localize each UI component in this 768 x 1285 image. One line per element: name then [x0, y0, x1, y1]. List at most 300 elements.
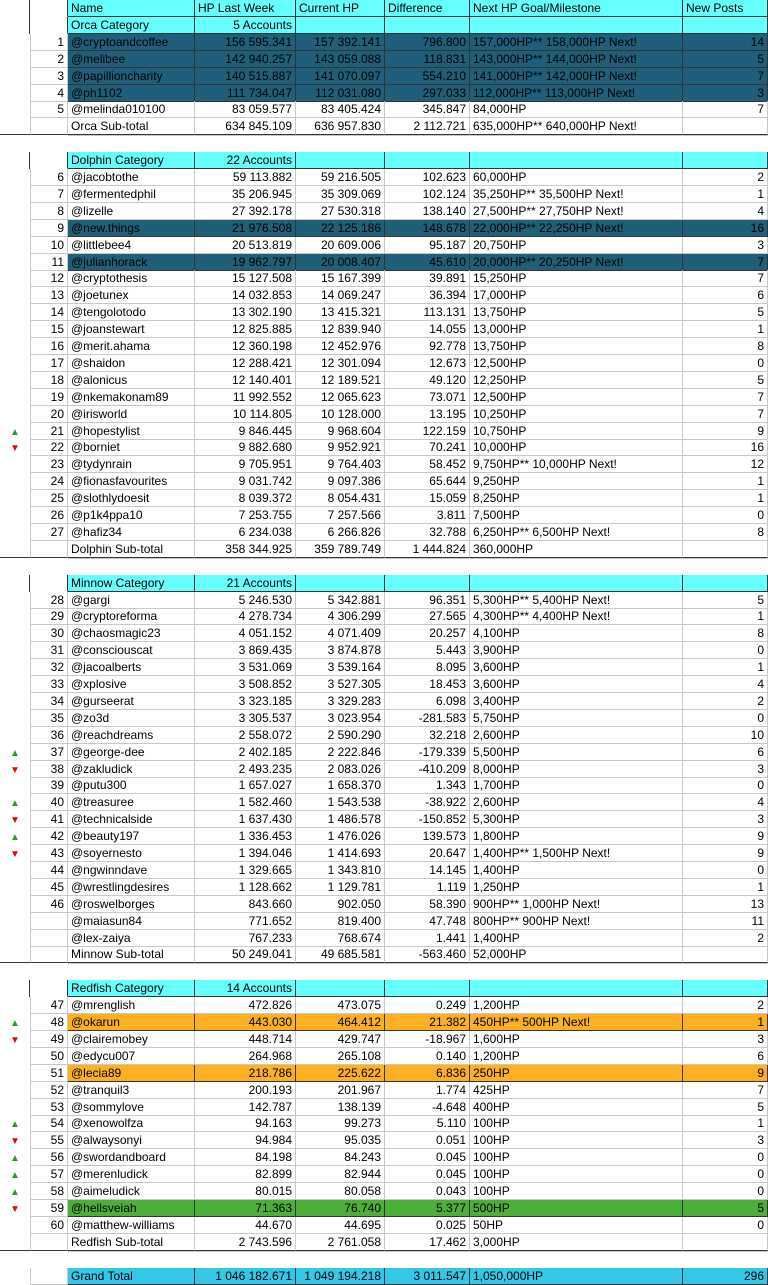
goal-cell[interactable]: 12,500HP	[470, 355, 683, 372]
hp-last-week-cell[interactable]: 5 246.530	[195, 592, 296, 609]
difference-cell[interactable]: 139.573	[385, 828, 470, 845]
category-count[interactable]: 14 Accounts	[195, 980, 296, 997]
hp-last-week-cell[interactable]: 9 031.742	[195, 473, 296, 490]
account-name-cell[interactable]: @roswelborges	[68, 896, 195, 913]
current-hp-cell[interactable]: 80.058	[296, 1183, 385, 1200]
new-posts-cell[interactable]: 1	[683, 608, 768, 625]
difference-cell[interactable]: 36.394	[385, 287, 470, 304]
row-number-cell[interactable]	[30, 0, 68, 17]
current-hp-cell[interactable]: 3 329.283	[296, 693, 385, 710]
account-name-cell[interactable]: @reachdreams	[68, 727, 195, 744]
new-posts-cell[interactable]: 296	[683, 1268, 768, 1285]
hp-last-week-cell[interactable]: 3 305.537	[195, 710, 296, 727]
goal-cell[interactable]: 3,600HP	[470, 676, 683, 693]
goal-cell[interactable]: 5,750HP	[470, 710, 683, 727]
difference-cell[interactable]: 20.647	[385, 845, 470, 862]
account-name-cell[interactable]: @beauty197	[68, 828, 195, 845]
row-number-cell[interactable]: 26	[30, 507, 68, 524]
column-header-name[interactable]: Name	[68, 0, 195, 17]
current-hp-cell[interactable]: 49 685.581	[296, 946, 385, 963]
row-number-cell[interactable]: 54	[30, 1115, 68, 1132]
current-hp-cell[interactable]: 59 216.505	[296, 169, 385, 186]
row-number-cell[interactable]: 31	[30, 642, 68, 659]
row-number-cell[interactable]: 32	[30, 659, 68, 676]
goal-cell[interactable]: 27,500HP** 27,750HP Next!	[470, 203, 683, 220]
current-hp-cell[interactable]: 76.740	[296, 1200, 385, 1217]
difference-cell[interactable]: 0.045	[385, 1149, 470, 1166]
goal-cell[interactable]: 1,800HP	[470, 828, 683, 845]
goal-cell[interactable]: 6,250HP** 6,500HP Next!	[470, 524, 683, 541]
difference-cell[interactable]: 2 112.721	[385, 118, 470, 135]
new-posts-cell[interactable]: 0	[683, 1183, 768, 1200]
category-count[interactable]: 5 Accounts	[195, 17, 296, 34]
column-header-current-hp[interactable]: Current HP	[296, 0, 385, 17]
account-name-cell[interactable]: @jacobtothe	[68, 169, 195, 186]
goal-cell[interactable]: 3,900HP	[470, 642, 683, 659]
goal-cell[interactable]: 3,600HP	[470, 659, 683, 676]
difference-cell[interactable]: -281.583	[385, 710, 470, 727]
difference-cell[interactable]: 70.241	[385, 439, 470, 456]
row-number-cell[interactable]: 42	[30, 828, 68, 845]
new-posts-cell[interactable]: 8	[683, 524, 768, 541]
current-hp-cell[interactable]: 12 839.940	[296, 321, 385, 338]
new-posts-cell[interactable]: 8	[683, 338, 768, 355]
goal-cell[interactable]: 1,250HP	[470, 879, 683, 896]
goal-cell[interactable]: 84,000HP	[470, 101, 683, 118]
current-hp-cell[interactable]: 9 968.604	[296, 423, 385, 440]
column-header-hp-last-week[interactable]: HP Last Week	[195, 0, 296, 17]
row-number-cell[interactable]	[30, 930, 68, 947]
new-posts-cell[interactable]: 0	[683, 1166, 768, 1183]
difference-cell[interactable]: 5.443	[385, 642, 470, 659]
hp-last-week-cell[interactable]: 19 962.797	[195, 254, 296, 271]
account-name-cell[interactable]: @mrenglish	[68, 997, 195, 1014]
new-posts-cell[interactable]: 0	[683, 507, 768, 524]
difference-cell[interactable]: 102.124	[385, 186, 470, 203]
new-posts-cell[interactable]: 7	[683, 406, 768, 423]
new-posts-cell[interactable]: 5	[683, 372, 768, 389]
current-hp-cell[interactable]: 1 049 194.218	[296, 1268, 385, 1285]
difference-cell[interactable]: 73.071	[385, 389, 470, 406]
row-number-cell[interactable]: 12	[30, 270, 68, 287]
new-posts-cell[interactable]: 1	[683, 1014, 768, 1031]
difference-cell[interactable]: 47.748	[385, 913, 470, 930]
column-header-goal[interactable]: Next HP Goal/Milestone	[470, 0, 683, 17]
hp-last-week-cell[interactable]: 111 734.047	[195, 85, 296, 102]
new-posts-cell[interactable]: 7	[683, 101, 768, 118]
current-hp-cell[interactable]: 9 764.403	[296, 456, 385, 473]
account-name-cell[interactable]: @fionasfavourites	[68, 473, 195, 490]
current-hp-cell[interactable]: 84.243	[296, 1149, 385, 1166]
current-hp-cell[interactable]: 1 343.810	[296, 862, 385, 879]
new-posts-cell[interactable]: 5	[683, 51, 768, 68]
current-hp-cell[interactable]: 8 054.431	[296, 490, 385, 507]
row-number-cell[interactable]	[30, 980, 68, 997]
current-hp-cell[interactable]: 141 070.097	[296, 68, 385, 85]
goal-cell[interactable]: 60,000HP	[470, 169, 683, 186]
goal-cell[interactable]: 10,750HP	[470, 423, 683, 440]
account-name-cell[interactable]: @cryptoandcoffee	[68, 34, 195, 51]
account-name-cell[interactable]: @hellsveiah	[68, 1200, 195, 1217]
difference-cell[interactable]: 17.462	[385, 1234, 470, 1251]
goal-cell[interactable]: 10,000HP	[470, 439, 683, 456]
account-name-cell[interactable]: @slothlydoesit	[68, 490, 195, 507]
new-posts-cell[interactable]: 6	[683, 1048, 768, 1065]
hp-last-week-cell[interactable]: 4 051.152	[195, 625, 296, 642]
new-posts-cell[interactable]: 0	[683, 642, 768, 659]
goal-cell[interactable]: 4,300HP** 4,400HP Next!	[470, 608, 683, 625]
current-hp-cell[interactable]: 35 309.069	[296, 186, 385, 203]
current-hp-cell[interactable]: 768.674	[296, 930, 385, 947]
empty-cell[interactable]	[385, 980, 470, 997]
goal-cell[interactable]: 1,200HP	[470, 1048, 683, 1065]
current-hp-cell[interactable]: 10 128.000	[296, 406, 385, 423]
new-posts-cell[interactable]: 12	[683, 456, 768, 473]
current-hp-cell[interactable]: 20 008.407	[296, 254, 385, 271]
goal-cell[interactable]: 1,400HP** 1,500HP Next!	[470, 845, 683, 862]
row-number-cell[interactable]: 13	[30, 287, 68, 304]
hp-last-week-cell[interactable]: 1 329.665	[195, 862, 296, 879]
goal-cell[interactable]: 635,000HP** 640,000HP Next!	[470, 118, 683, 135]
row-number-cell[interactable]: 11	[30, 254, 68, 271]
subtotal-label[interactable]: Minnow Sub-total	[68, 946, 195, 963]
difference-cell[interactable]: 0.043	[385, 1183, 470, 1200]
current-hp-cell[interactable]: 902.050	[296, 896, 385, 913]
goal-cell[interactable]: 12,250HP	[470, 372, 683, 389]
new-posts-cell[interactable]: 5	[683, 1099, 768, 1116]
account-name-cell[interactable]: @swordandboard	[68, 1149, 195, 1166]
new-posts-cell[interactable]	[683, 118, 768, 135]
new-posts-cell[interactable]: 16	[683, 439, 768, 456]
category-title[interactable]: Minnow Category	[68, 575, 195, 592]
new-posts-cell[interactable]: 5	[683, 592, 768, 609]
hp-last-week-cell[interactable]: 9 846.445	[195, 423, 296, 440]
row-number-cell[interactable]: 51	[30, 1065, 68, 1082]
new-posts-cell[interactable]: 4	[683, 794, 768, 811]
current-hp-cell[interactable]: 1 486.578	[296, 811, 385, 828]
row-number-cell[interactable]: 59	[30, 1200, 68, 1217]
difference-cell[interactable]: 8.095	[385, 659, 470, 676]
empty-cell[interactable]	[470, 575, 683, 592]
current-hp-cell[interactable]: 1 476.026	[296, 828, 385, 845]
new-posts-cell[interactable]: 5	[683, 1200, 768, 1217]
current-hp-cell[interactable]: 1 543.538	[296, 794, 385, 811]
hp-last-week-cell[interactable]: 4 278.734	[195, 608, 296, 625]
category-title[interactable]: Orca Category	[68, 17, 195, 34]
account-name-cell[interactable]: @lecia89	[68, 1065, 195, 1082]
goal-cell[interactable]: 800HP** 900HP Next!	[470, 913, 683, 930]
arrow-cell[interactable]	[0, 980, 30, 997]
new-posts-cell[interactable]: 0	[683, 355, 768, 372]
empty-cell[interactable]	[470, 980, 683, 997]
current-hp-cell[interactable]: 2 761.058	[296, 1234, 385, 1251]
hp-last-week-cell[interactable]: 358 344.925	[195, 541, 296, 558]
difference-cell[interactable]: 118.831	[385, 51, 470, 68]
goal-cell[interactable]: 52,000HP	[470, 946, 683, 963]
account-name-cell[interactable]: @tranquil3	[68, 1082, 195, 1099]
goal-cell[interactable]: 1,200HP	[470, 997, 683, 1014]
account-name-cell[interactable]: @matthew-williams	[68, 1217, 195, 1234]
account-name-cell[interactable]: @tydynrain	[68, 456, 195, 473]
hp-last-week-cell[interactable]: 50 249.041	[195, 946, 296, 963]
goal-cell[interactable]: 100HP	[470, 1115, 683, 1132]
row-number-cell[interactable]: 45	[30, 879, 68, 896]
goal-cell[interactable]: 5,300HP	[470, 811, 683, 828]
difference-cell[interactable]: 297.033	[385, 85, 470, 102]
row-number-cell[interactable]: 10	[30, 237, 68, 254]
row-number-cell[interactable]: 40	[30, 794, 68, 811]
hp-last-week-cell[interactable]: 12 360.198	[195, 338, 296, 355]
difference-cell[interactable]: 14.145	[385, 862, 470, 879]
difference-cell[interactable]: 345.847	[385, 101, 470, 118]
current-hp-cell[interactable]: 2 222.846	[296, 744, 385, 761]
new-posts-cell[interactable]: 7	[683, 254, 768, 271]
difference-cell[interactable]: -563.460	[385, 946, 470, 963]
row-number-cell[interactable]: 56	[30, 1149, 68, 1166]
category-count[interactable]: 22 Accounts	[195, 152, 296, 169]
difference-cell[interactable]: 95.187	[385, 237, 470, 254]
row-number-cell[interactable]	[30, 1268, 68, 1285]
empty-cell[interactable]	[296, 980, 385, 997]
row-number-cell[interactable]: 18	[30, 372, 68, 389]
row-number-cell[interactable]	[30, 541, 68, 558]
row-number-cell[interactable]: 33	[30, 676, 68, 693]
goal-cell[interactable]: 100HP	[470, 1166, 683, 1183]
hp-last-week-cell[interactable]: 2 493.235	[195, 761, 296, 778]
difference-cell[interactable]: -4.648	[385, 1099, 470, 1116]
difference-cell[interactable]: 138.140	[385, 203, 470, 220]
goal-cell[interactable]: 157,000HP** 158,000HP Next!	[470, 34, 683, 51]
current-hp-cell[interactable]: 464.412	[296, 1014, 385, 1031]
row-number-cell[interactable]: 21	[30, 423, 68, 440]
difference-cell[interactable]: 20.257	[385, 625, 470, 642]
account-name-cell[interactable]: @lex-zaiya	[68, 930, 195, 947]
goal-cell[interactable]: 1,400HP	[470, 862, 683, 879]
account-name-cell[interactable]: @technicalside	[68, 811, 195, 828]
difference-cell[interactable]: 0.045	[385, 1166, 470, 1183]
empty-cell[interactable]	[470, 152, 683, 169]
empty-cell[interactable]	[683, 17, 768, 34]
hp-last-week-cell[interactable]: 21 976.508	[195, 220, 296, 237]
difference-cell[interactable]: 1.343	[385, 777, 470, 794]
new-posts-cell[interactable]: 0	[683, 862, 768, 879]
goal-cell[interactable]: 13,000HP	[470, 321, 683, 338]
row-number-cell[interactable]: 38	[30, 761, 68, 778]
difference-cell[interactable]: 3.811	[385, 507, 470, 524]
hp-last-week-cell[interactable]: 3 323.185	[195, 693, 296, 710]
goal-cell[interactable]: 20,750HP	[470, 237, 683, 254]
row-number-cell[interactable]: 29	[30, 608, 68, 625]
row-number-cell[interactable]: 35	[30, 710, 68, 727]
difference-cell[interactable]: 796.800	[385, 34, 470, 51]
new-posts-cell[interactable]: 0	[683, 710, 768, 727]
new-posts-cell[interactable]: 4	[683, 676, 768, 693]
goal-cell[interactable]: 425HP	[470, 1082, 683, 1099]
hp-last-week-cell[interactable]: 83 059.577	[195, 101, 296, 118]
hp-last-week-cell[interactable]: 59 113.882	[195, 169, 296, 186]
arrow-cell[interactable]	[0, 575, 30, 592]
account-name-cell[interactable]: @sommylove	[68, 1099, 195, 1116]
account-name-cell[interactable]: @hafiz34	[68, 524, 195, 541]
account-name-cell[interactable]: @gurseerat	[68, 693, 195, 710]
new-posts-cell[interactable]: 16	[683, 220, 768, 237]
account-name-cell[interactable]: @fermentedphil	[68, 186, 195, 203]
hp-last-week-cell[interactable]: 35 206.945	[195, 186, 296, 203]
account-name-cell[interactable]: @consciouscat	[68, 642, 195, 659]
goal-cell[interactable]: 50HP	[470, 1217, 683, 1234]
new-posts-cell[interactable]: 7	[683, 1082, 768, 1099]
hp-last-week-cell[interactable]: 82.899	[195, 1166, 296, 1183]
hp-last-week-cell[interactable]: 12 825.885	[195, 321, 296, 338]
hp-last-week-cell[interactable]: 94.984	[195, 1132, 296, 1149]
goal-cell[interactable]: 143,000HP** 144,000HP Next!	[470, 51, 683, 68]
difference-cell[interactable]: 148.678	[385, 220, 470, 237]
hp-last-week-cell[interactable]: 200.193	[195, 1082, 296, 1099]
difference-cell[interactable]: 0.140	[385, 1048, 470, 1065]
row-number-cell[interactable]	[30, 118, 68, 135]
goal-cell[interactable]: 2,600HP	[470, 794, 683, 811]
row-number-cell[interactable]	[30, 946, 68, 963]
account-name-cell[interactable]: @cryptoreforma	[68, 608, 195, 625]
column-header-difference[interactable]: Difference	[385, 0, 470, 17]
current-hp-cell[interactable]: 265.108	[296, 1048, 385, 1065]
account-name-cell[interactable]: @chaosmagic23	[68, 625, 195, 642]
grand-total-label[interactable]: Grand Total	[68, 1268, 195, 1285]
new-posts-cell[interactable]: 1	[683, 1115, 768, 1132]
hp-last-week-cell[interactable]: 71.363	[195, 1200, 296, 1217]
difference-cell[interactable]: 18.453	[385, 676, 470, 693]
new-posts-cell[interactable]: 14	[683, 34, 768, 51]
account-name-cell[interactable]: @shaidon	[68, 355, 195, 372]
account-name-cell[interactable]: @aimeludick	[68, 1183, 195, 1200]
subtotal-label[interactable]: Dolphin Sub-total	[68, 541, 195, 558]
current-hp-cell[interactable]: 1 414.693	[296, 845, 385, 862]
arrow-cell[interactable]	[0, 152, 30, 169]
current-hp-cell[interactable]: 5 342.881	[296, 592, 385, 609]
goal-cell[interactable]: 13,750HP	[470, 338, 683, 355]
current-hp-cell[interactable]: 3 539.164	[296, 659, 385, 676]
hp-last-week-cell[interactable]: 80.015	[195, 1183, 296, 1200]
hp-last-week-cell[interactable]: 3 869.435	[195, 642, 296, 659]
goal-cell[interactable]: 5,500HP	[470, 744, 683, 761]
current-hp-cell[interactable]: 201.967	[296, 1082, 385, 1099]
new-posts-cell[interactable]: 7	[683, 270, 768, 287]
difference-cell[interactable]: 58.452	[385, 456, 470, 473]
difference-cell[interactable]: 113.131	[385, 304, 470, 321]
difference-cell[interactable]: 6.836	[385, 1065, 470, 1082]
account-name-cell[interactable]: @merit.ahama	[68, 338, 195, 355]
new-posts-cell[interactable]: 3	[683, 85, 768, 102]
column-header-new-posts[interactable]: New Posts	[683, 0, 768, 17]
row-number-cell[interactable]: 6	[30, 169, 68, 186]
row-number-cell[interactable]: 41	[30, 811, 68, 828]
row-number-cell[interactable]: 25	[30, 490, 68, 507]
row-number-cell[interactable]: 43	[30, 845, 68, 862]
hp-last-week-cell[interactable]: 140 515.887	[195, 68, 296, 85]
account-name-cell[interactable]: @hopestylist	[68, 423, 195, 440]
new-posts-cell[interactable]: 7	[683, 389, 768, 406]
account-name-cell[interactable]: @cryptothesis	[68, 270, 195, 287]
row-number-cell[interactable]: 28	[30, 592, 68, 609]
goal-cell[interactable]: 9,750HP** 10,000HP Next!	[470, 456, 683, 473]
current-hp-cell[interactable]: 3 527.305	[296, 676, 385, 693]
new-posts-cell[interactable]	[683, 1234, 768, 1251]
hp-last-week-cell[interactable]: 1 336.453	[195, 828, 296, 845]
goal-cell[interactable]: 15,250HP	[470, 270, 683, 287]
difference-cell[interactable]: 6.098	[385, 693, 470, 710]
new-posts-cell[interactable]: 0	[683, 1217, 768, 1234]
row-number-cell[interactable]: 16	[30, 338, 68, 355]
current-hp-cell[interactable]: 636 957.830	[296, 118, 385, 135]
current-hp-cell[interactable]: 13 415.321	[296, 304, 385, 321]
empty-cell[interactable]	[296, 152, 385, 169]
row-number-cell[interactable]: 17	[30, 355, 68, 372]
empty-cell[interactable]	[683, 575, 768, 592]
row-number-cell[interactable]: 27	[30, 524, 68, 541]
new-posts-cell[interactable]: 3	[683, 1031, 768, 1048]
goal-cell[interactable]: 7,500HP	[470, 507, 683, 524]
hp-last-week-cell[interactable]: 11 992.552	[195, 389, 296, 406]
account-name-cell[interactable]: @alonicus	[68, 372, 195, 389]
difference-cell[interactable]: 0.249	[385, 997, 470, 1014]
empty-cell[interactable]	[296, 575, 385, 592]
account-name-cell[interactable]: @p1k4ppa10	[68, 507, 195, 524]
new-posts-cell[interactable]: 3	[683, 811, 768, 828]
new-posts-cell[interactable]: 13	[683, 896, 768, 913]
new-posts-cell[interactable]: 9	[683, 1065, 768, 1082]
goal-cell[interactable]: 22,000HP** 22,250HP Next!	[470, 220, 683, 237]
difference-cell[interactable]: 554.210	[385, 68, 470, 85]
hp-last-week-cell[interactable]: 443.030	[195, 1014, 296, 1031]
goal-cell[interactable]: 1,400HP	[470, 930, 683, 947]
new-posts-cell[interactable]: 9	[683, 828, 768, 845]
account-name-cell[interactable]: @wrestlingdesires	[68, 879, 195, 896]
account-name-cell[interactable]: @joetunex	[68, 287, 195, 304]
difference-cell[interactable]: 1.119	[385, 879, 470, 896]
row-number-cell[interactable]: 47	[30, 997, 68, 1014]
account-name-cell[interactable]: @zo3d	[68, 710, 195, 727]
empty-cell[interactable]	[470, 17, 683, 34]
goal-cell[interactable]: 360,000HP	[470, 541, 683, 558]
hp-last-week-cell[interactable]: 1 046 182.671	[195, 1268, 296, 1285]
account-name-cell[interactable]: @ph1102	[68, 85, 195, 102]
hp-last-week-cell[interactable]: 8 039.372	[195, 490, 296, 507]
arrow-cell[interactable]	[0, 1234, 30, 1251]
difference-cell[interactable]: 39.891	[385, 270, 470, 287]
hp-last-week-cell[interactable]: 767.233	[195, 930, 296, 947]
goal-cell[interactable]: 1,050,000HP	[470, 1268, 683, 1285]
hp-last-week-cell[interactable]: 2 402.185	[195, 744, 296, 761]
row-number-cell[interactable]: 46	[30, 896, 68, 913]
goal-cell[interactable]: 35,250HP** 35,500HP Next!	[470, 186, 683, 203]
current-hp-cell[interactable]: 112 031.080	[296, 85, 385, 102]
row-number-cell[interactable]: 34	[30, 693, 68, 710]
current-hp-cell[interactable]: 157 392.141	[296, 34, 385, 51]
hp-last-week-cell[interactable]: 94.163	[195, 1115, 296, 1132]
row-number-cell[interactable]: 9	[30, 220, 68, 237]
goal-cell[interactable]: 500HP	[470, 1200, 683, 1217]
row-number-cell[interactable]: 60	[30, 1217, 68, 1234]
goal-cell[interactable]: 250HP	[470, 1065, 683, 1082]
hp-last-week-cell[interactable]: 3 531.069	[195, 659, 296, 676]
hp-last-week-cell[interactable]: 27 392.178	[195, 203, 296, 220]
row-number-cell[interactable]: 52	[30, 1082, 68, 1099]
difference-cell[interactable]: 5.377	[385, 1200, 470, 1217]
goal-cell[interactable]: 450HP** 500HP Next!	[470, 1014, 683, 1031]
row-number-cell[interactable]: 58	[30, 1183, 68, 1200]
subtotal-label[interactable]: Orca Sub-total	[68, 118, 195, 135]
row-number-cell[interactable]: 55	[30, 1132, 68, 1149]
